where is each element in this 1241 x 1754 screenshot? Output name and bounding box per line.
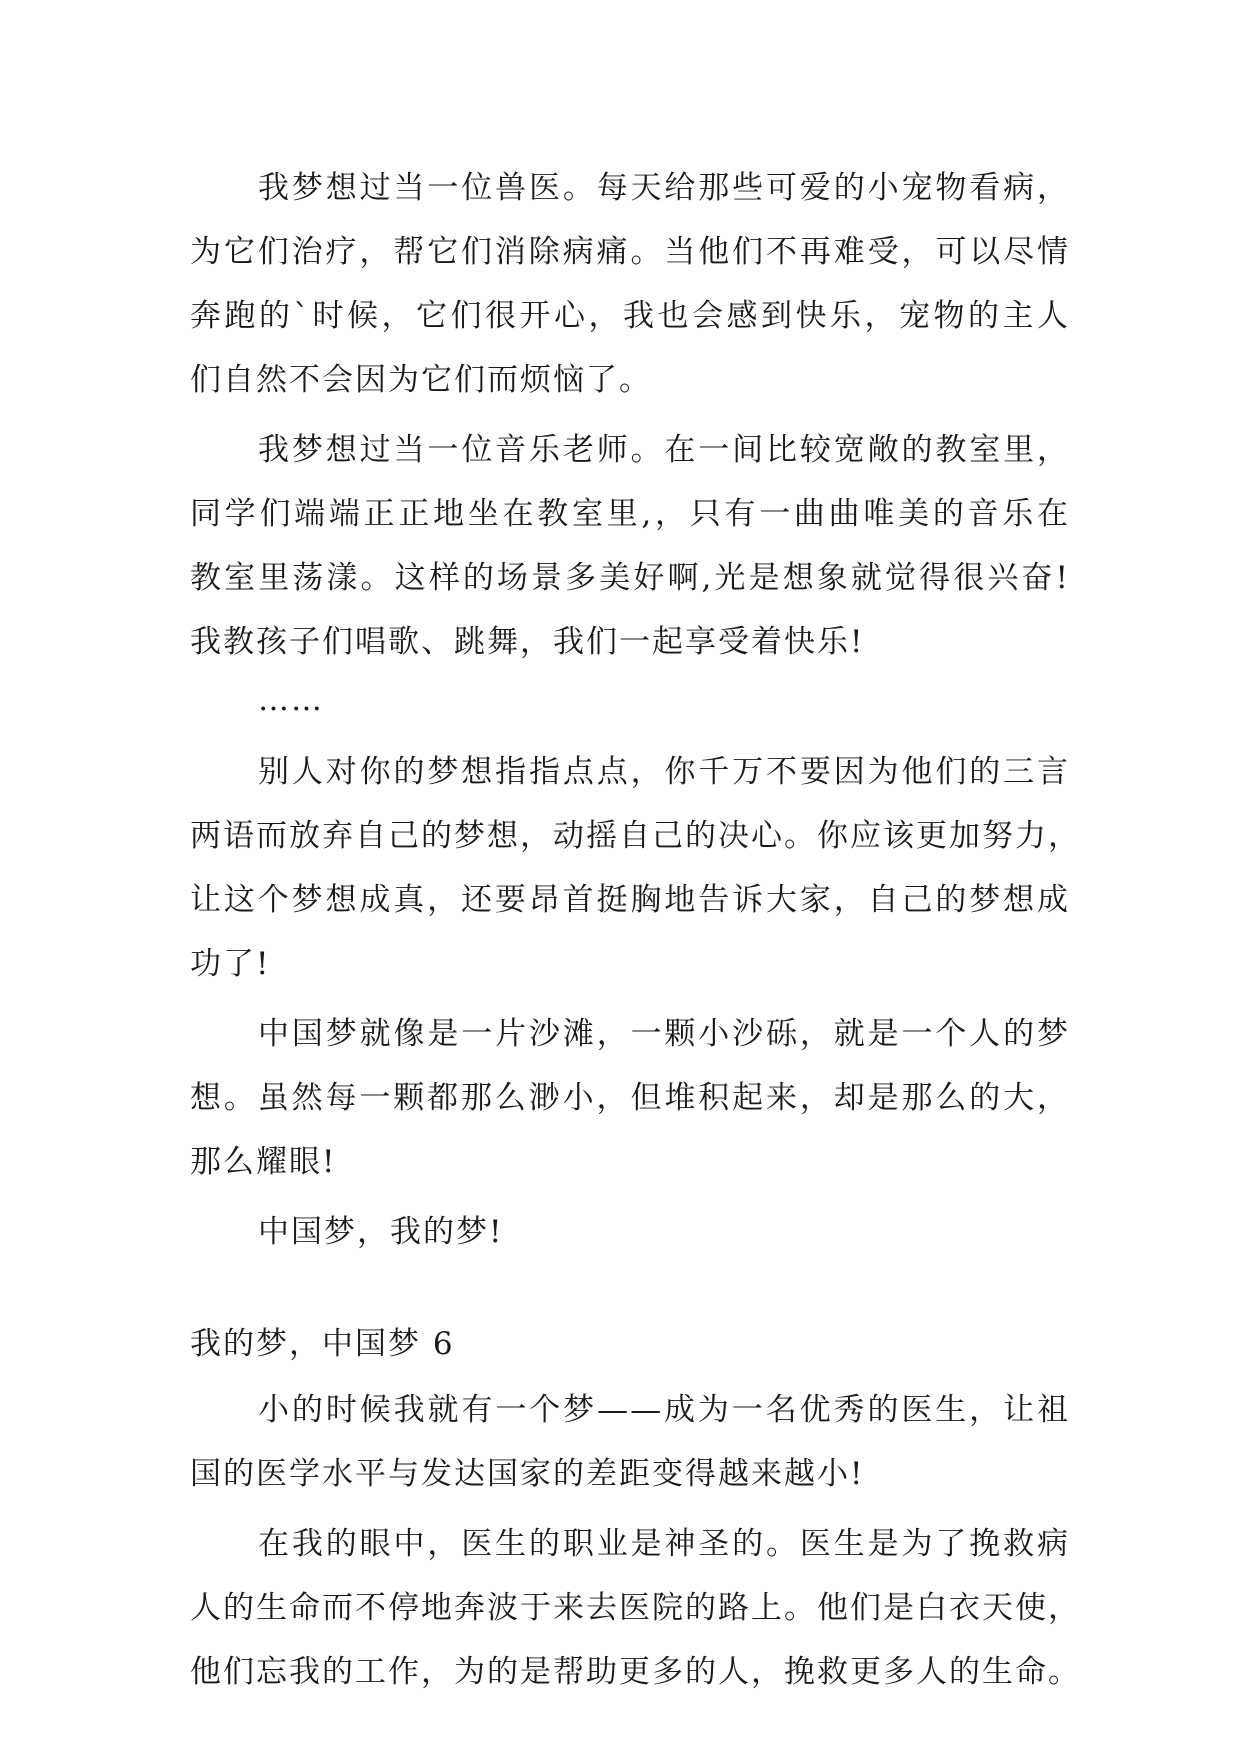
paragraph-line: 在我的眼中，医生的职业是神圣的。医生是为了挽救病 — [258, 1526, 1070, 1562]
paragraph-line: 两语而放弃自己的梦想，动摇自己的决心。你应该更加努力， — [190, 818, 1081, 854]
paragraph-line: 别人对你的梦想指指点点，你千万不要因为他们的三言 — [258, 754, 1070, 790]
paragraph-line: 国的医学水平与发达国家的差距变得越来越小! — [190, 1456, 865, 1492]
paragraph-line: 人的生命而不停地奔波于来去医院的路上。他们是白衣天使， — [190, 1590, 1081, 1626]
paragraph-line: 小的时候我就有一个梦——成为一名优秀的医生，让祖 — [258, 1392, 1070, 1428]
paragraph-line: 奔跑的`时候，它们很开心，我也会感到快乐，宠物的主人 — [190, 298, 1070, 334]
paragraph-line: 他们忘我的工作，为的是帮助更多的人，挽救更多人的生命。 — [190, 1654, 1081, 1690]
paragraph-line: 同学们端端正正地坐在教室里,，只有一曲曲唯美的音乐在 — [190, 496, 1070, 532]
paragraph-line: 功了! — [190, 946, 271, 982]
paragraph-line: 们自然不会因为它们而烦恼了。 — [190, 362, 652, 398]
paragraph-line: 我梦想过当一位音乐老师。在一间比较宽敞的教室里， — [258, 432, 1070, 468]
paragraph-line: 中国梦就像是一片沙滩，一颗小沙砾，就是一个人的梦 — [258, 1016, 1070, 1052]
section-heading: 我的梦，中国梦 6 — [190, 1326, 455, 1362]
paragraph-line: 中国梦，我的梦! — [258, 1214, 504, 1250]
paragraph-line: 我教孩子们唱歌、跳舞，我们一起享受着快乐! — [190, 624, 865, 660]
paragraph-line: 我梦想过当一位兽医。每天给那些可爱的小宠物看病， — [258, 170, 1070, 206]
ellipsis-line: …… — [258, 682, 324, 718]
paragraph-line: 那么耀眼! — [190, 1144, 337, 1180]
paragraph-line: 让这个梦想成真，还要昂首挺胸地告诉大家，自己的梦想成 — [190, 882, 1070, 918]
paragraph-line: 教室里荡漾。这样的场景多美好啊,光是想象就觉得很兴奋! — [190, 560, 1070, 596]
paragraph-line: 为它们治疗，帮它们消除病痛。当他们不再难受，可以尽情 — [190, 234, 1070, 270]
paragraph-line: 想。虽然每一颗都那么渺小，但堆积起来，却是那么的大， — [190, 1080, 1070, 1116]
